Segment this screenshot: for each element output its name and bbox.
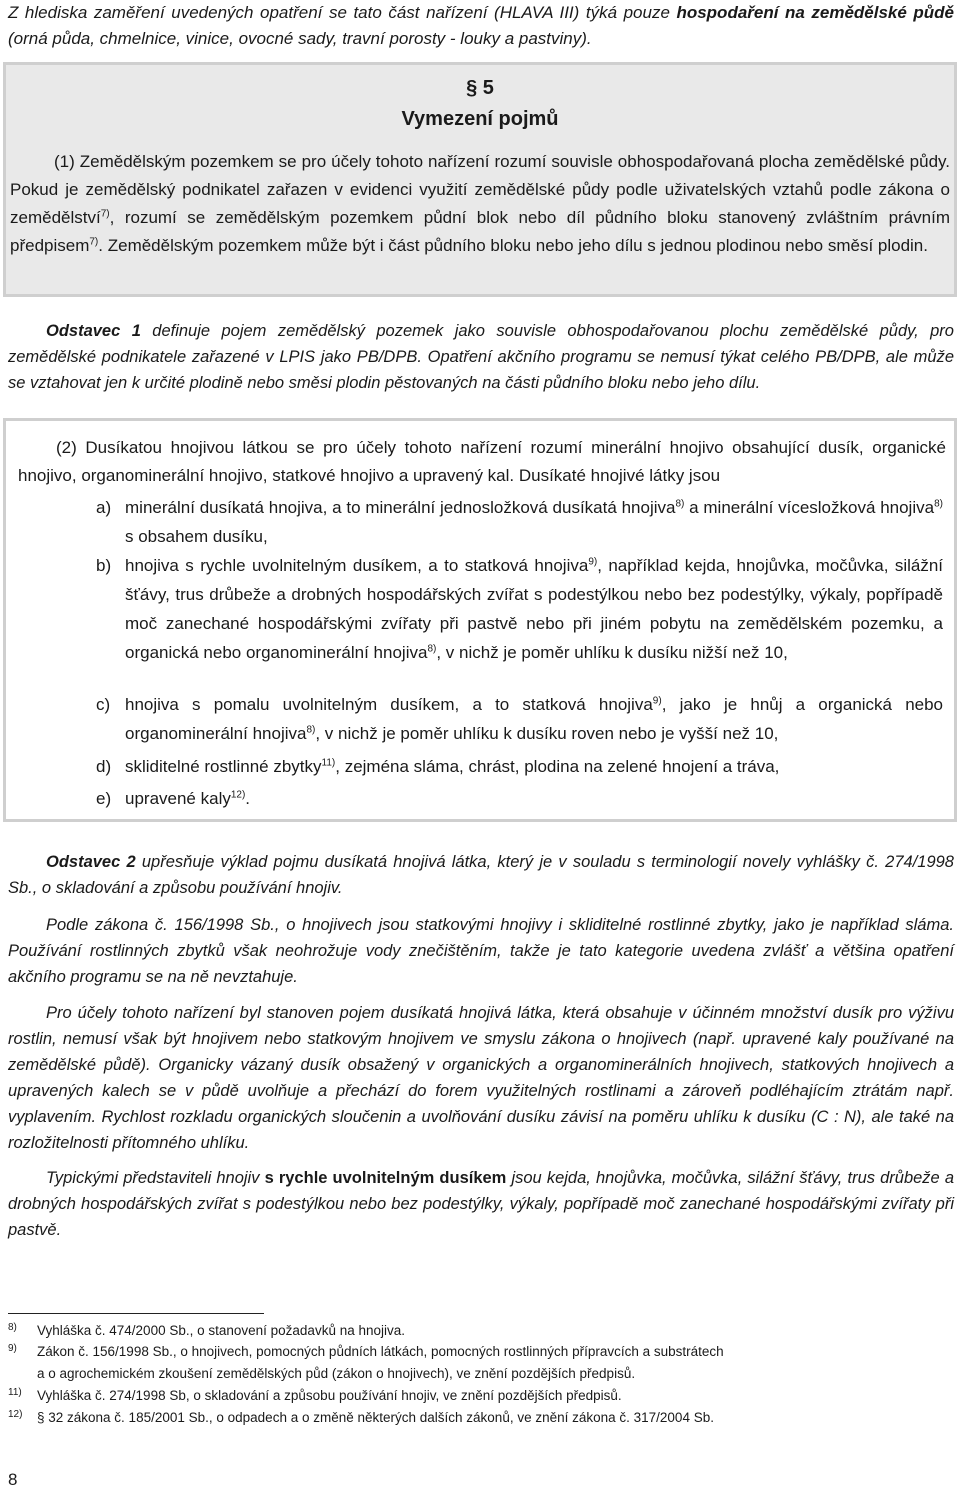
item-text: , v nichž je poměr uhlíku k dusíku nižší než 10, — [436, 643, 788, 662]
footnote-ref: 12) — [230, 789, 246, 801]
section2-paragraph: (2) Dusíkatou hnojivou látkou se pro účely tohoto nařízení rozumí minerální hnojivo obsahující dusík, organické hnojivo, organominerální hnojivo, statkové hnojivo a upravený kal. Dusíkaté hnojivé látky jsou — [18, 438, 946, 485]
commentary-label: Odstavec 1 — [46, 322, 141, 340]
item-text: , v nichž je poměr uhlíku k dusíku roven nebo je vyšší než 10, — [315, 724, 779, 743]
footnote-ref: 9) — [652, 695, 662, 707]
footnote-11: Vyhláška č. 274/1998 Sb, o skladování a způsobu používání hnojiv, ve znění pozdějších předpisů. — [37, 1388, 622, 1403]
intro-paragraph — [8, 0, 954, 52]
p4-text: jsou kejda, hnojůvka, močůvka, silážní šťávy, trus drůbeže a drobných hospodářských zvířat s podestýlkou nebo bez podestýlky, výkaly, popřípadě moč zanechané hospodářskými zvířaty při pastvě. — [8, 1169, 954, 1239]
footnote-ref: 8) — [675, 498, 685, 510]
item-text: , jako je hnůj a organická nebo organominerální hnojiva — [125, 695, 944, 743]
footnote-number: 11) — [8, 1387, 22, 1398]
item-text: hnojiva s pomalu uvolnitelným dusíkem, a to statková hnojiva — [125, 695, 653, 714]
item-text: , zejména sláma, chrást, plodina na zelené hnojení a tráva, — [335, 757, 780, 776]
list-item-a — [125, 493, 943, 551]
footnote-8: Vyhláška č. 474/2000 Sb., o stanovení požadavků na hnojiva. — [37, 1323, 406, 1338]
para1-part-c: . Zemědělským pozemkem může být i část půdního bloku nebo jeho dílu s jednou plodinou nebo směsí plodin. — [98, 236, 928, 255]
footnote-number: 8) — [8, 1322, 17, 1333]
footnote-ref: 11) — [321, 757, 336, 769]
commentary-2-p3: Pro účely tohoto nařízení byl stanoven pojem dusíkatá hnojivá látka, která obsahuje v účinném množství dusík pro výživu rostlin, nemusí však být hnojivem nebo statkovým hnojivem ve smyslu zákona o hnojivech (např. upravené kaly používané na zemědělské půdě). Organicky vázaný dusík obsažený v organických a organominerálních hnojivech, statkových hnojivech a upravených kalech se v půdě uvolňuje a přechází do forem využitelných rostlinami a zároveň podléhajícím ztrátám např. vyplavením. Rychlost rozkladu organických sloučenin a uvolňování dusíku závisí na poměru uhlíku k dusíku (C : N), ale také na rozložitelnosti přítomného uhlíku. — [8, 1004, 954, 1152]
item-text: , například kejda, hnojůvka, močůvka, silážní šťávy, trus drůbeže a drobných hospodářských zvířat s podestýlkou nebo bez podestýlky, výkaly, popřípadě moč zanechané hospodářskými zvířaty při pastvě nebo při jiném pobytu na zemědělském pozemku, a organická nebo organominerální hnojiva — [125, 556, 944, 662]
item-text: hnojiva s rychle uvolnitelným dusíkem, a to statková hnojiva — [125, 556, 589, 575]
list-letter-e: e) — [96, 789, 112, 808]
intro-text: Z hlediska zaměření uvedených opatření se tato část nařízení (HLAVA III) týká pouze — [8, 3, 677, 22]
para1-part-b: , rozumí se zemědělským pozemkem půdní blok nebo díl půdního bloku stanovený zvláštním právním předpisem — [10, 208, 950, 255]
list-item-e — [125, 784, 943, 813]
commentary-1 — [8, 318, 954, 396]
section5-paragraph1 — [10, 148, 950, 260]
page-number: 8 — [8, 1470, 18, 1489]
footnote-ref: 7) — [89, 236, 99, 248]
commentary-text: definuje pojem zemědělský pozemek jako souvisle obhospodařovanou plochu zemědělské půdy, pro zemědělské podnikatele zařazené v LPIS jako PB/DPB. Opatření akčního programu se nemusí týkat celého PB/DPB, ale může se vztahovat jen k určité plodině nebo směsi plodin pěstovaných na části půdního bloku nebo jeho dílu. — [8, 322, 954, 392]
commentary-label: Odstavec 2 — [46, 853, 136, 871]
item-text: s obsahem dusíku, — [125, 527, 268, 546]
commentary-2-p4 — [8, 1165, 954, 1243]
list-item-c — [125, 690, 943, 748]
list-item-b — [125, 551, 943, 667]
footnote-ref: 8) — [934, 498, 943, 510]
list-letter-b: b) — [96, 556, 112, 575]
section-title: Vymezení pojmů — [401, 108, 559, 130]
p4-bold: s rychle uvolnitelným dusíkem — [264, 1169, 507, 1187]
footnote-ref: 8) — [427, 643, 437, 655]
item-text: upravené kaly — [125, 789, 231, 808]
p4-text: Typickými představiteli hnojiv — [46, 1169, 265, 1187]
footnote-ref: 7) — [100, 208, 110, 220]
section-symbol: § 5 — [466, 77, 494, 99]
commentary-text: upřesňuje výklad pojmu dusíkatá hnojivá látka, který je v souladu s terminologií novely vyhlášky č. 274/1998 Sb., o skladování a způsobu používání hnojiv. — [8, 853, 954, 897]
item-text: minerální dusíkatá hnojiva, a to minerální jednosložková dusíkatá hnojiva — [125, 498, 676, 517]
footnote-number: 12) — [8, 1409, 23, 1420]
intro-text-end: (orná půda, chmelnice, vinice, ovocné sady, travní porosty - louky a pastviny). — [8, 29, 592, 48]
item-text: skliditelné rostlinné zbytky — [125, 757, 322, 776]
footnote-ref: 9) — [588, 556, 598, 568]
footnote-number: 9) — [8, 1343, 17, 1354]
footnote-12: § 32 zákona č. 185/2001 Sb., o odpadech a o změně některých dalších zákonů, ve znění zákona č. 317/2004 Sb. — [37, 1410, 714, 1425]
para1-part-a: (1) Zemědělským pozemkem se pro účely tohoto nařízení rozumí souvisle obhospodařovaná plocha zemědělské půdy. Pokud je zemědělský podnikatel zařazen v evidenci využití zemědělské půdy podle uživatelských vztahů podle zákona o zemědělství — [10, 152, 950, 227]
footnote-9-line1: Zákon č. 156/1998 Sb., o hnojivech, pomocných půdních látkách, pomocných rostlinných přípravcích a substrátech — [37, 1344, 724, 1359]
footnote-ref: 8) — [306, 724, 316, 736]
footnote-9-line2: a o agrochemickém zkoušení zemědělských půd (zákon o hnojivech), ve znění pozdějších předpisů. — [37, 1366, 636, 1381]
item-text: . — [245, 789, 251, 808]
list-letter-c: c) — [96, 695, 111, 714]
commentary-2 — [8, 849, 954, 901]
list-letter-a: a) — [96, 498, 112, 517]
intro-bold: hospodaření na zemědělské půdě — [676, 3, 954, 22]
list-item-d — [125, 752, 943, 781]
commentary-2-p2: Podle zákona č. 156/1998 Sb., o hnojivech jsou statkovými hnojivy i skliditelné rostlinné zbytky, jako je například sláma. Používání rostlinných zbytků však neohrožuje vody znečištěním, takže je tato kategorie uvedena zvlášť a většina opatření akčního programu se na ně nevztahuje. — [8, 916, 954, 986]
item-text: a minerální vícesložková hnojiva — [684, 498, 935, 517]
list-letter-d: d) — [96, 757, 112, 776]
footnote-divider — [8, 1313, 264, 1314]
